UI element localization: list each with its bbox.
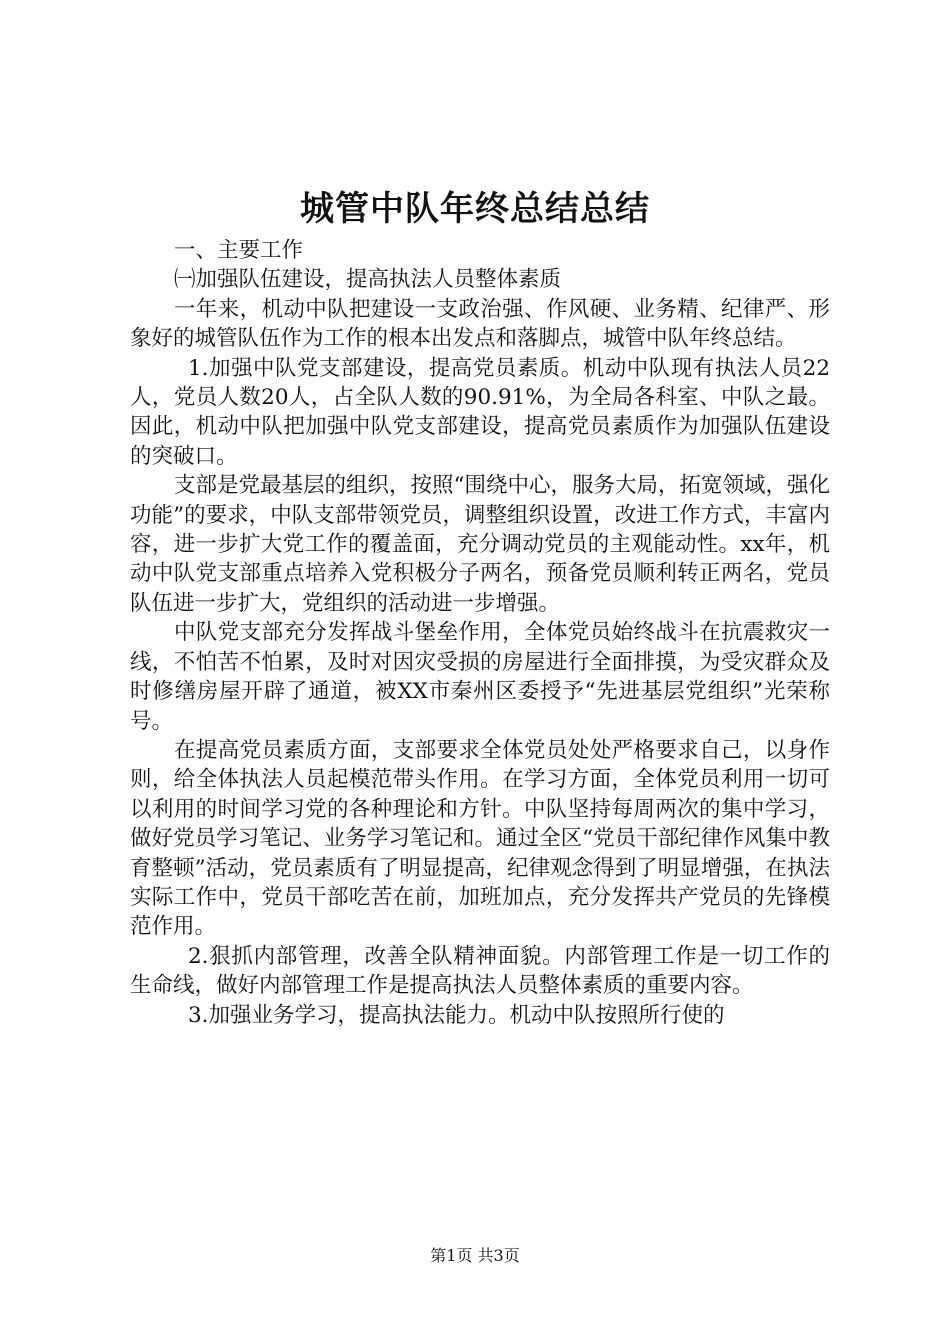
paragraph-member-quality: 在提高党员素质方面，支部要求全体党员处处严格要求自己，以身作则，给全体执法人员起模范带头作用。在学习方面，全体党员利用一切可以利用的时间学习党的各种理论和方针。中队坚持每周两次的集中学习，做好党员学习笔记、业务学习笔记和。通过全区“党员干部纪律作风集中教育整顿”活动，党员素质有了明显提高，纪律观念得到了明显增强，在执法实际工作中，党员干部吃苦在前，加班加点，充分发挥共产党员的先锋模范作用。 (130, 737, 830, 940)
paragraph-item-1: 1.加强中队党支部建设，提高党员素质。机动中队现有执法人员22人，党员人数20人，占全队人数的90.91%，为全局各科室、中队之最。因此，机动中队把加强中队党支部建设，提高党员素质作为加强队伍建设的突破口。 (130, 355, 830, 469)
document-body (130, 236, 830, 1030)
paragraph-intro: 一年来，机动中队把建设一支政治强、作风硬、业务精、纪律严、形象好的城管队伍作为工作的根本出发点和落脚点，城管中队年终总结。 (130, 296, 830, 352)
page-footer: 第1页 共3页 (430, 1246, 520, 1265)
paragraph-item-3: 3.加强业务学习，提高执法能力。机动中队按照所行使的 (188, 1002, 725, 1028)
paragraph-branch: 支部是党最基层的组织，按照“围绕中心，服务大局，拓宽领域，强化功能”的要求，中队支部带领党员，调整组织设置，改进工作方式，丰富内容，进一步扩大党工作的覆盖面，充分调动党员的主观能动性。xx年，机动中队党支部重点培养入党积极分子两名，预备党员顺利转正两名，党员队伍进一步扩大，党组织的活动进一步增强。 (130, 473, 830, 616)
section-heading: 一、主要工作 (174, 238, 304, 263)
document-title: 城管中队年终总结总结 (300, 189, 650, 229)
subsection-heading: ㈠加强队伍建设，提高执法人员整体素质 (174, 267, 562, 293)
paragraph-item-2: 2.狠抓内部管理，改善全队精神面貌。内部管理工作是一切工作的生命线，做好内部管理工作是提高执法人员整体素质的重要内容。 (130, 943, 830, 999)
paragraph-earthquake: 中队党支部充分发挥战斗堡垒作用，全体党员始终战斗在抗震救灾一线，不怕苦不怕累，及时对因灾受损的房屋进行全面排摸，为受灾群众及时修缮房屋开辟了通道，被XX市秦州区委授予“先进基层党组织”光荣称号。 (130, 620, 830, 734)
